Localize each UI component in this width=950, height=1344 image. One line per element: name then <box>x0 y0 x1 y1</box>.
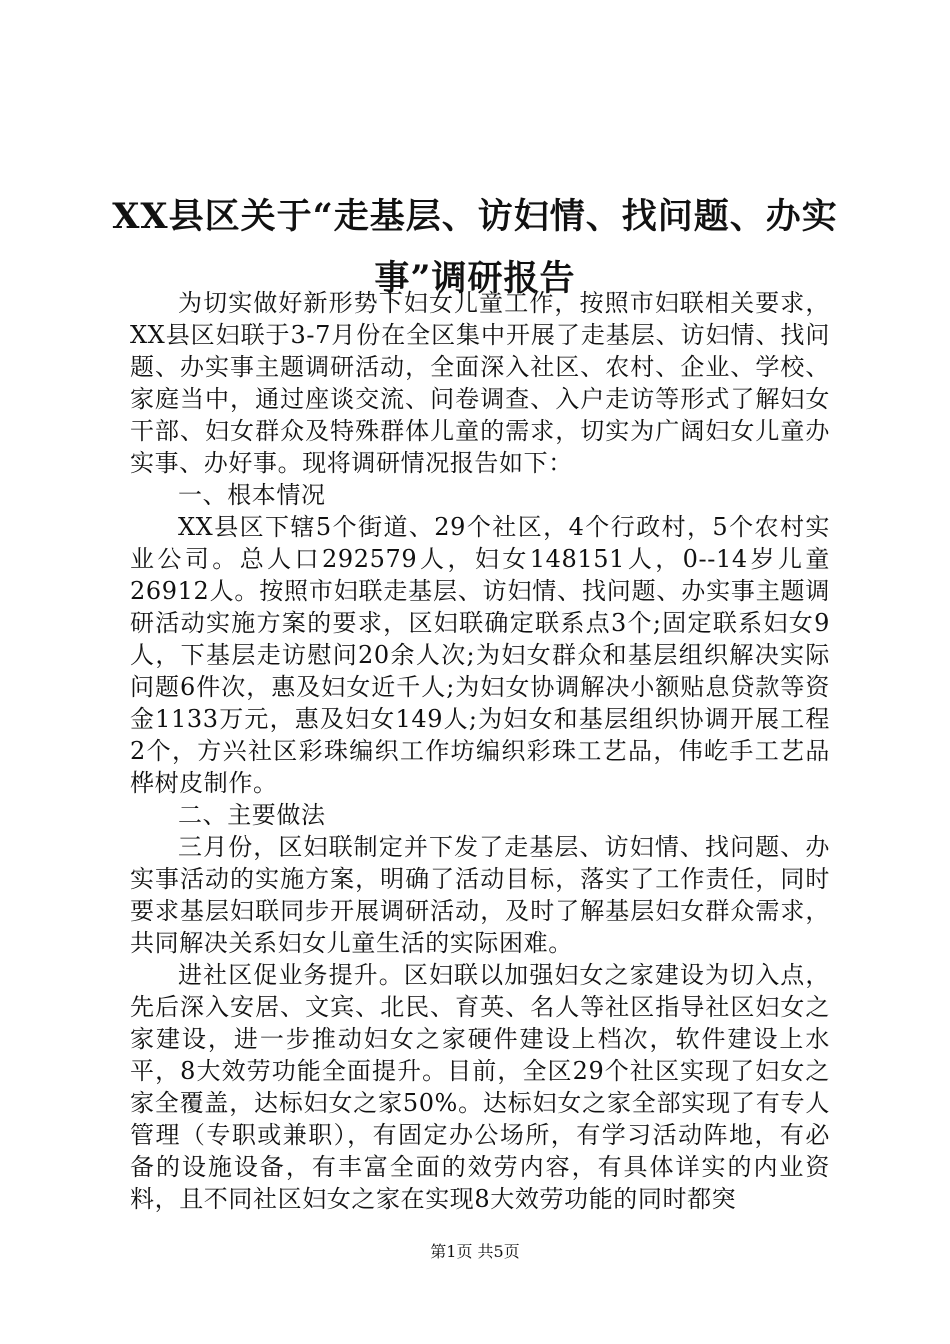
paragraph-intro: 为切实做好新形势下妇女儿童工作，按照市妇联相关要求，XX县区妇联于3-7月份在全区集中开展了走基层、访妇情、找问题、办实事主题调研活动，全面深入社区、农村、企业、学校、家庭当中，通过座谈交流、问卷调查、入户走访等形式了解妇女干部、妇女群众及特殊群体儿童的需求，切实为广阔妇女儿童办实事、办好事。现将调研情况报告如下： <box>130 289 830 477</box>
paragraph-march: 三月份，区妇联制定并下发了走基层、访妇情、找问题、办实事活动的实施方案，明确了活动目标，落实了工作责任，同时要求基层妇联同步开展调研活动，及时了解基层妇女群众需求，共同解决关系妇女儿童生活的实际困难。 <box>130 833 830 957</box>
paragraph-community: 进社区促业务提升。区妇联以加强妇女之家建设为切入点，先后深入安居、文宾、北民、育英、名人等社区指导社区妇女之家建设，进一步推动妇女之家硬件建设上档次，软件建设上水平，8大效劳功能全面提升。目前，全区29个社区实现了妇女之家全覆盖，达标妇女之家50%。达标妇女之家全部实现了有专人管理（专职或兼职），有固定办公场所，有学习活动阵地，有必备的设施设备，有丰富全面的效劳内容，有具体详实的内业资料，且不同社区妇女之家在实现8大效劳功能的同时都突 <box>130 961 830 1213</box>
document-title: XX县区关于“走基层、访妇情、找问题、办实事”调研报告 <box>112 196 838 299</box>
page-footer: 第1页 共5页 <box>430 1242 520 1261</box>
section-heading-methods: 二、主要做法 <box>178 801 326 829</box>
section-heading-basic: 一、根本情况 <box>178 481 326 509</box>
paragraph-basic-info: XX县区下辖5个街道、29个社区，4个行政村，5个农村实业公司。总人口292579人，妇女148151人，0--14岁儿童26912人。按照市妇联走基层、访妇情、找问题、办实事主题调研活动实施方案的要求，区妇联确定联系点3个;固定联系妇女9人，下基层走访慰问20余人次;为妇女群众和基层组织解决实际问题6件次，惠及妇女近千人;为妇女协调解决小额贴息贷款等资金1133万元，惠及妇女149人;为妇女和基层组织协调开展工程2个，方兴社区彩珠编织工作坊编织彩珠工艺品，伟屹手工艺品桦树皮制作。 <box>130 513 830 797</box>
document-body <box>130 287 830 1215</box>
